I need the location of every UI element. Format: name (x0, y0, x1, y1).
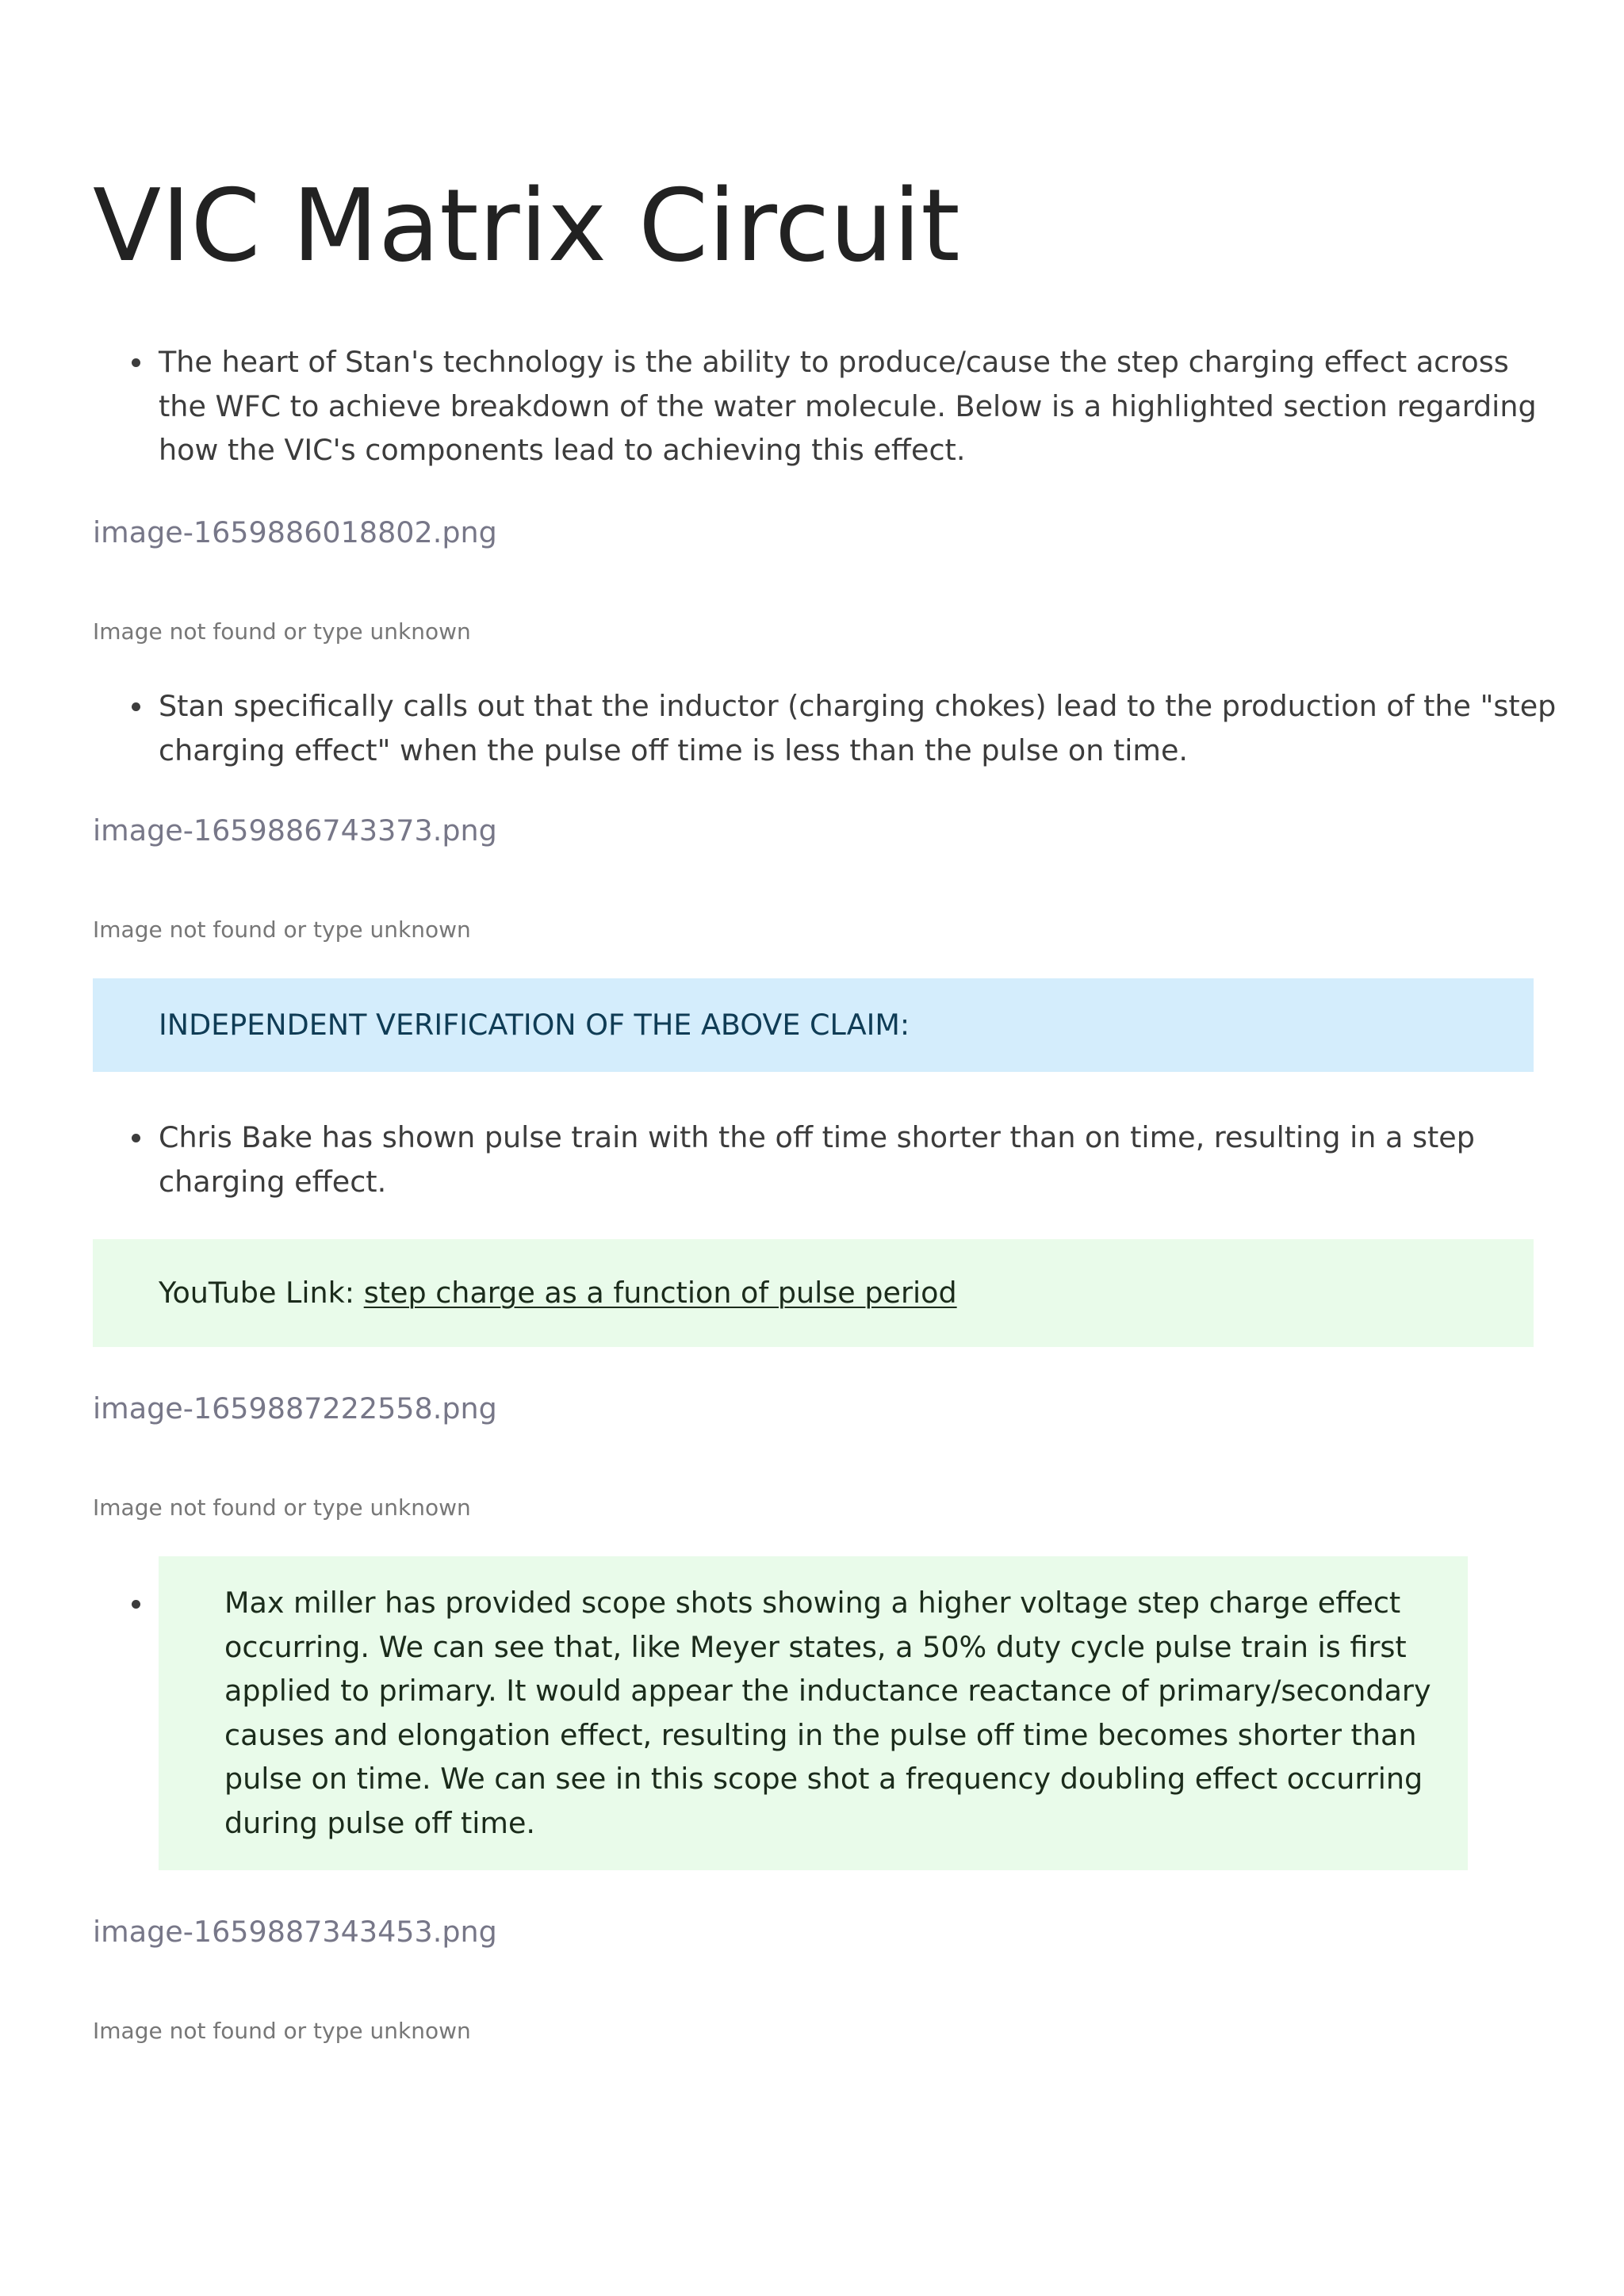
list-item (93, 1115, 1534, 1203)
bullet-icon (132, 1134, 140, 1142)
max-callout (159, 1556, 1468, 1870)
youtube-label: YouTube Link: (159, 1276, 364, 1310)
image-missing-notice: Image not found or type unknown (93, 618, 471, 645)
list-item (93, 684, 1557, 772)
image-missing-notice: Image not found or type unknown (93, 1494, 471, 1521)
inductor-bullet-text: Stan specifically calls out that the inductor (charging chokes) lead to the production of the "step charging effect" when the pulse off time is less than the pulse on time. (159, 689, 1557, 767)
image-filename: image-1659887343453.png (93, 1915, 497, 1949)
verification-callout (93, 978, 1534, 1072)
bullet-icon (132, 358, 140, 367)
chris-list (93, 1115, 1534, 1203)
youtube-line (159, 1239, 1534, 1347)
image-filename: image-1659887222558.png (93, 1391, 497, 1425)
bullet-icon (132, 1600, 140, 1609)
inductor-list (93, 684, 1557, 772)
verification-heading: INDEPENDENT VERIFICATION OF THE ABOVE CLAIM: (159, 1008, 910, 1042)
image-filename: image-1659886018802.png (93, 515, 497, 549)
image-filename: image-1659886743373.png (93, 813, 497, 848)
intro-list (93, 340, 1537, 473)
intro-bullet-text: The heart of Stan's technology is the ability to produce/cause the step charging effect across the WFC to achieve breakdown of the water molecule. Below is a highlighted section regarding how the VIC's components lead to achieving this effect. (159, 345, 1537, 467)
bullet-icon (132, 702, 140, 711)
image-missing-notice: Image not found or type unknown (93, 2018, 471, 2044)
list-item (93, 340, 1537, 473)
image-missing-notice: Image not found or type unknown (93, 916, 471, 943)
chris-bullet-text: Chris Bake has shown pulse train with the off time shorter than on time, resulting in a step charging effect. (159, 1120, 1475, 1199)
youtube-link[interactable]: step charge as a function of pulse period (363, 1276, 957, 1310)
max-bullet-text: Max miller has provided scope shots showing a higher voltage step charge effect occurring. We can see that, like Meyer states, a 50% duty cycle pulse train is first applied to primary. It would appear the inductance reactance of primary/secondary causes and elongation effect, resulting in the pulse off time becomes shorter than pulse on time. We can see in this scope shot a frequency doubling effect occurring during pulse off time. (224, 1586, 1431, 1840)
page-title: VIC Matrix Circuit (93, 167, 960, 284)
youtube-callout (93, 1239, 1534, 1347)
